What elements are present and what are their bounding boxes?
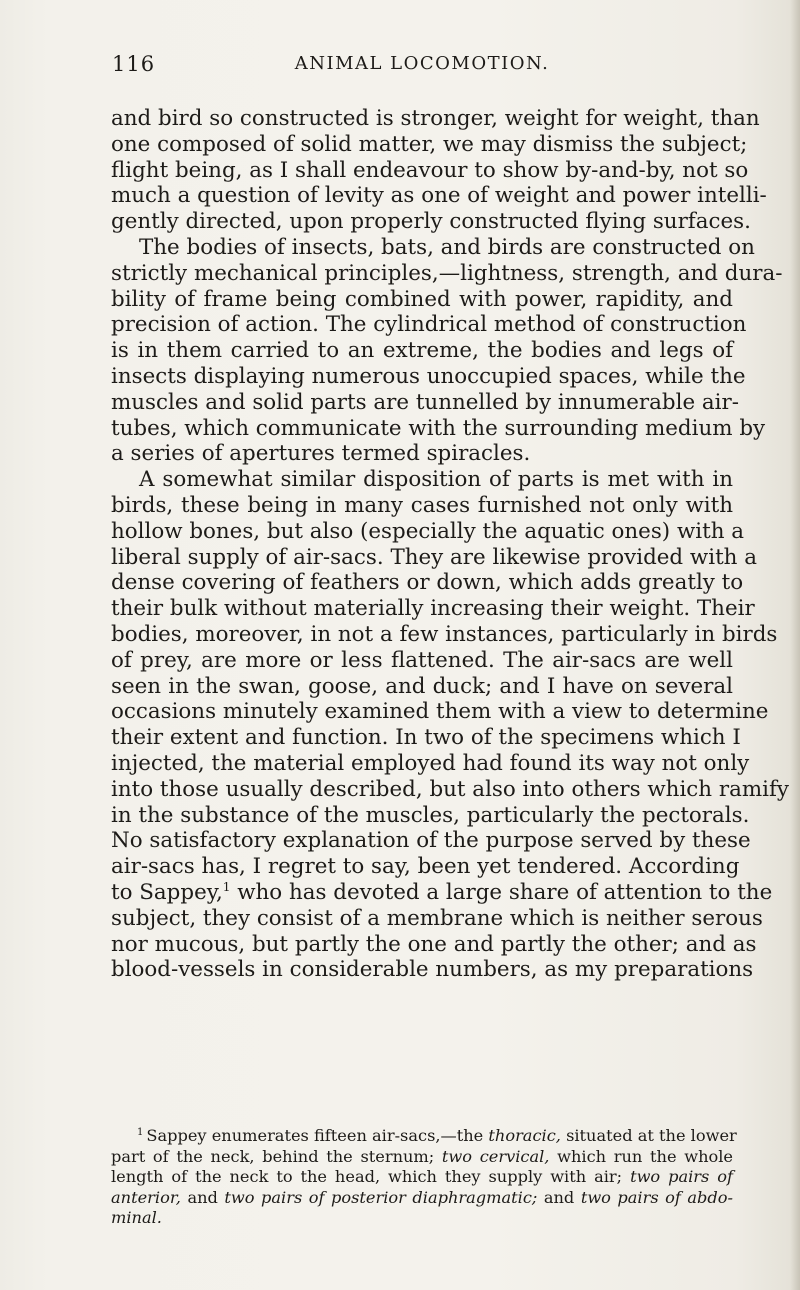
text-line: flight being, as I shall endeavour to show by-and-by, not so	[111, 157, 749, 183]
text-line: their bulk without materially increasing their weight. Their	[111, 596, 755, 622]
text-line: gently directed, upon properly constructed flying surfaces.	[111, 209, 751, 235]
text-fragment: Sappey enumerates fifteen air-sacs,—the	[146, 1126, 484, 1145]
text-fragment: part of the neck, behind the sternum;	[111, 1146, 435, 1166]
text-line: one composed of solid matter, we may dismiss the subject;	[111, 131, 748, 157]
text-line: much a question of levity as one of weight and power intelli-	[111, 183, 767, 209]
page-edge-shadow	[790, 0, 800, 1290]
text-line: seen in the swan, goose, and duck; and I have on several	[111, 673, 733, 699]
text-line: a series of apertures termed spiracles.	[111, 441, 531, 467]
text-line-with-footnote-ref	[111, 879, 773, 906]
text-line: into those usually described, but also into others which ramify	[111, 776, 789, 802]
running-title: ANIMAL LOCOMOTION.	[294, 53, 550, 74]
footnote-reference: 1	[222, 879, 231, 894]
text-fragment: and	[180, 1187, 218, 1207]
footnote-line	[111, 1188, 733, 1209]
footnote	[111, 1126, 737, 1229]
text-line: No satisfactory explanation of the purpose served by these	[111, 828, 751, 854]
text-line: injected, the material employed had found its way not only	[111, 750, 750, 776]
text-line: dense covering of feathers or down, which adds greatly to	[111, 570, 744, 596]
text-line: A somewhat similar disposition of parts is met with in	[139, 467, 733, 493]
text-line: hollow bones, but also (especially the aquatic ones) with a	[111, 518, 745, 544]
page-number: 116	[112, 52, 156, 76]
text-line: liberal supply of air-sacs. They are likewise provided with a	[111, 544, 758, 570]
text-fragment: to Sappey,	[111, 879, 223, 905]
text-fragment: which run the whole	[549, 1146, 733, 1166]
text-line: bility of frame being combined with power, rapidity, and	[111, 286, 733, 312]
italic-term: anterior,	[111, 1187, 181, 1207]
italic-term: two cervical,	[441, 1146, 550, 1166]
text-line: The bodies of insects, bats, and birds are constructed on	[139, 234, 755, 260]
body-text	[111, 106, 789, 983]
footnote-line	[111, 1126, 737, 1147]
italic-term: two pairs of abdo-	[580, 1187, 733, 1207]
italic-term: two pairs of	[630, 1167, 733, 1186]
text-fragment: length of the neck to the head, which they supply with air;	[111, 1167, 623, 1186]
footnote-line	[111, 1208, 733, 1229]
text-fragment: and	[537, 1187, 575, 1207]
text-line: birds, these being in many cases furnished not only with	[111, 492, 733, 518]
text-line: bodies, moreover, in not a few instances, particularly in birds	[111, 621, 778, 647]
text-line: of prey, are more or less flattened. The air-sacs are well	[111, 647, 733, 673]
italic-term: two pairs of posterior diaphragmatic;	[224, 1187, 538, 1207]
italic-term: thoracic,	[488, 1126, 561, 1145]
text-line: their extent and function. In two of the specimens which I	[111, 725, 741, 751]
text-line: is in them carried to an extreme, the bodies and legs of	[111, 338, 733, 364]
text-line: occasions minutely examined them with a view to determine	[111, 699, 769, 725]
text-line: and bird so constructed is stronger, weight for weight, than	[111, 106, 760, 131]
footnote-line	[111, 1167, 733, 1188]
text-line: in the substance of the muscles, particularly the pectorals.	[111, 802, 750, 828]
text-fragment: who has devoted a large share of attention to the	[230, 879, 773, 905]
running-head	[112, 52, 732, 82]
text-line: nor mucous, but partly the one and partly the other; and as	[111, 931, 757, 957]
text-line: subject, they consist of a membrane which is neither serous	[111, 905, 763, 931]
text-line: air-sacs has, I regret to say, been yet tendered. According	[111, 854, 740, 880]
text-fragment: situated at the lower	[560, 1126, 737, 1145]
text-line: insects displaying numerous unoccupied spaces, while the	[111, 363, 746, 389]
text-line: blood-vessels in considerable numbers, as my preparations	[111, 957, 754, 983]
text-line: precision of action. The cylindrical method of construction	[111, 312, 747, 338]
footnote-marker: 1	[137, 1126, 144, 1138]
text-line: muscles and solid parts are tunnelled by innumerable air-	[111, 389, 739, 415]
text-line: tubes, which communicate with the surrounding medium by	[111, 415, 766, 441]
footnote-line	[111, 1147, 733, 1168]
text-line: strictly mechanical principles,—lightness, strength, and dura-	[111, 260, 783, 286]
italic-term: minal.	[111, 1208, 162, 1227]
